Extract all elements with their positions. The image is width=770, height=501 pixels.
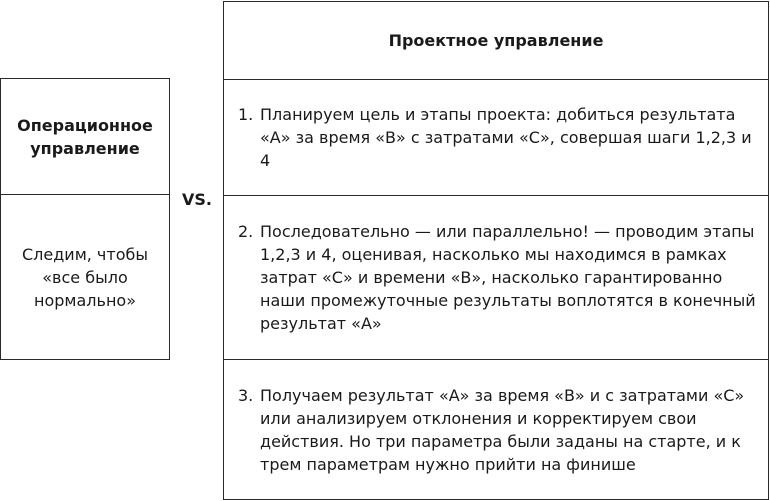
step-text: Получаем результат «А» за время «В» и с затратами «С» или анализируем отклонения и корректируем свои действия. Но три параметра были заданы на старте, и к трем параметрам нужно прийти на финише [260,385,745,474]
operational-management-title: Операционное управление [1,79,169,195]
project-management-box [223,1,769,500]
operational-management-description: Следим, чтобы «все было нормально» [21,244,148,310]
project-step-3 [224,360,768,499]
operational-management-box [0,78,170,360]
step-number: 1. [238,105,254,124]
step-number: 3. [238,385,254,405]
step-text: Планируем цель и этапы проекта: добиться результата «А» за время «В» с затратами «С», совершая шаги 1,2,3 и 4 [260,105,752,170]
project-management-title: Проектное управление [224,2,768,80]
project-step-2 [224,196,768,360]
versus-label: VS. [182,190,212,209]
step-text: Последовательно — или параллельно! — проводим этапы 1,2,3 и 4, оценивая, насколько мы находимся в рамках затрат «С» и времени «В», насколько гарантированно наши промежуточные результаты воплотятся в конечный результат «А» [260,222,756,333]
step-number: 2. [238,222,254,241]
project-step-1 [224,80,768,196]
